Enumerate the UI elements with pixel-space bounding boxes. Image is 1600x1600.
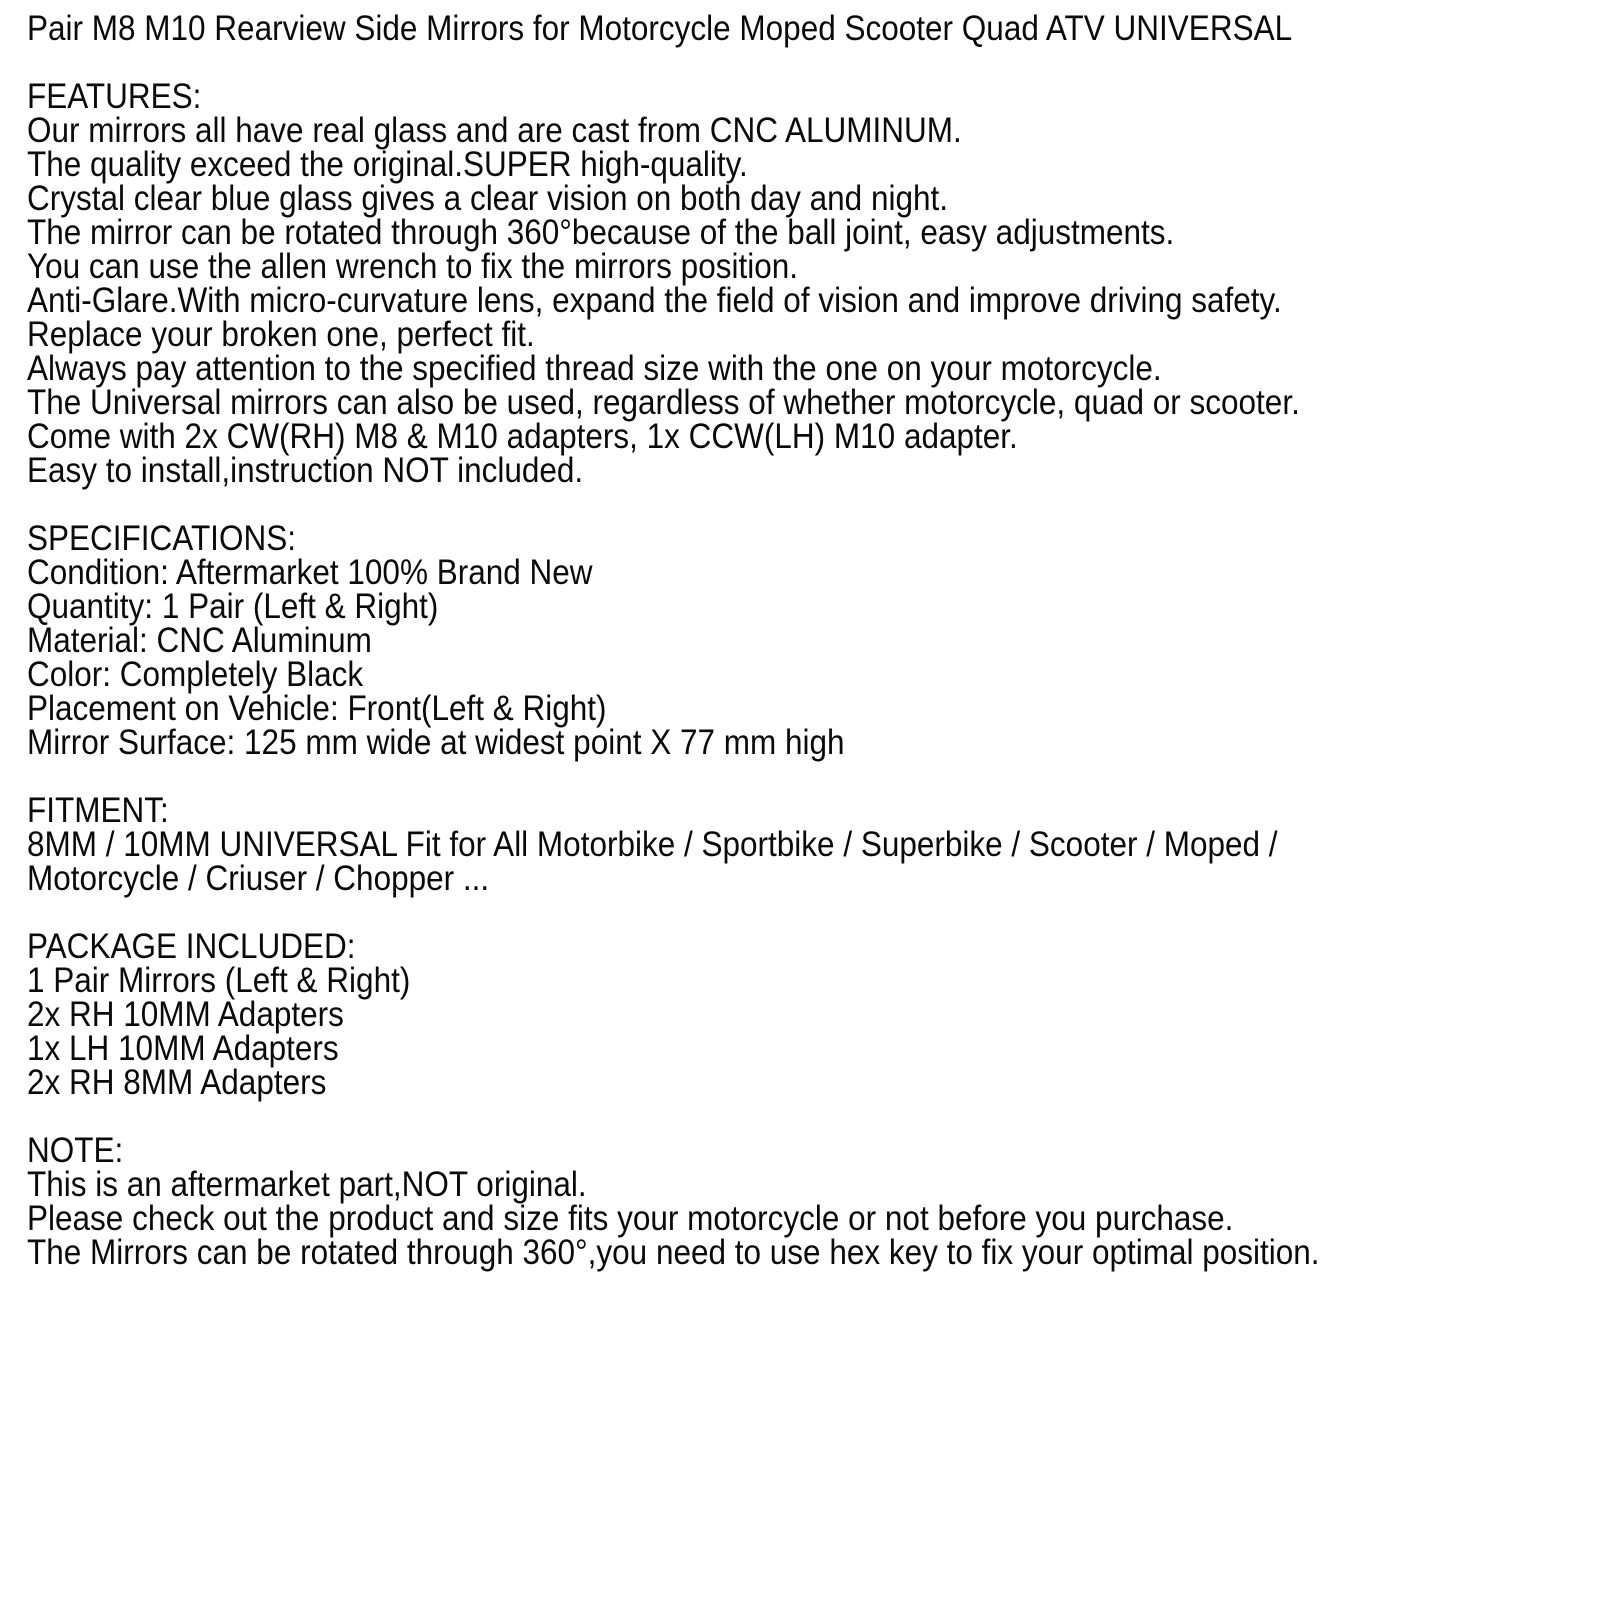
section-features [27, 77, 1320, 490]
section-heading-features: FEATURES: [27, 77, 202, 116]
feature-line: Anti-Glare.With micro-curvature lens, expand the field of vision and improve driving safety. [27, 281, 1282, 320]
spec-line: Mirror Surface: 125 mm wide at widest point X 77 mm high [27, 723, 845, 762]
package-line: 1x LH 10MM Adapters [27, 1029, 339, 1068]
fitment-line: Motorcycle / Criuser / Chopper ... [27, 859, 490, 898]
section-fitment [27, 791, 1320, 898]
spec-line: Condition: Aftermarket 100% Brand New [27, 553, 593, 592]
spec-line: Quantity: 1 Pair (Left & Right) [27, 587, 439, 626]
feature-line: Replace your broken one, perfect fit. [27, 315, 535, 354]
note-line: This is an aftermarket part,NOT original. [27, 1165, 587, 1204]
spec-line: Material: CNC Aluminum [27, 621, 372, 660]
feature-line: Crystal clear blue glass gives a clear vision on both day and night. [27, 179, 949, 218]
fitment-line: 8MM / 10MM UNIVERSAL Fit for All Motorbike / Sportbike / Superbike / Scooter / Moped / [27, 825, 1278, 864]
package-line: 2x RH 8MM Adapters [27, 1063, 327, 1102]
note-line: The Mirrors can be rotated through 360°,you need to use hex key to fix your optimal position. [27, 1233, 1320, 1272]
section-heading-package-included: PACKAGE INCLUDED: [27, 927, 356, 966]
feature-line: Come with 2x CW(RH) M8 & M10 adapters, 1x CCW(LH) M10 adapter. [27, 417, 1018, 456]
section-heading-fitment: FITMENT: [27, 791, 169, 830]
spec-line: Placement on Vehicle: Front(Left & Right) [27, 689, 607, 728]
feature-line: The Universal mirrors can also be used, regardless of whether motorcycle, quad or scooter. [27, 383, 1300, 422]
product-title: Pair M8 M10 Rearview Side Mirrors for Motorcycle Moped Scooter Quad ATV UNIVERSAL [27, 9, 1293, 48]
feature-line: The mirror can be rotated through 360°because of the ball joint, easy adjustments. [27, 213, 1175, 252]
package-line: 2x RH 10MM Adapters [27, 995, 344, 1034]
note-line: Please check out the product and size fits your motorcycle or not before you purchase. [27, 1199, 1234, 1238]
section-specifications [27, 519, 1320, 762]
feature-line: Easy to install,instruction NOT included. [27, 451, 584, 490]
feature-line: Our mirrors all have real glass and are cast from CNC ALUMINUM. [27, 111, 962, 150]
package-line: 1 Pair Mirrors (Left & Right) [27, 961, 411, 1000]
section-heading-note: NOTE: [27, 1131, 124, 1170]
section-note [27, 1131, 1320, 1272]
product-description-document [27, 9, 1320, 1272]
feature-line: You can use the allen wrench to fix the mirrors position. [27, 247, 799, 286]
feature-line: The quality exceed the original.SUPER high-quality. [27, 145, 748, 184]
section-heading-specifications: SPECIFICATIONS: [27, 519, 296, 558]
spec-line: Color: Completely Black [27, 655, 364, 694]
section-package-included [27, 927, 1320, 1102]
feature-line: Always pay attention to the specified thread size with the one on your motorcycle. [27, 349, 1162, 388]
